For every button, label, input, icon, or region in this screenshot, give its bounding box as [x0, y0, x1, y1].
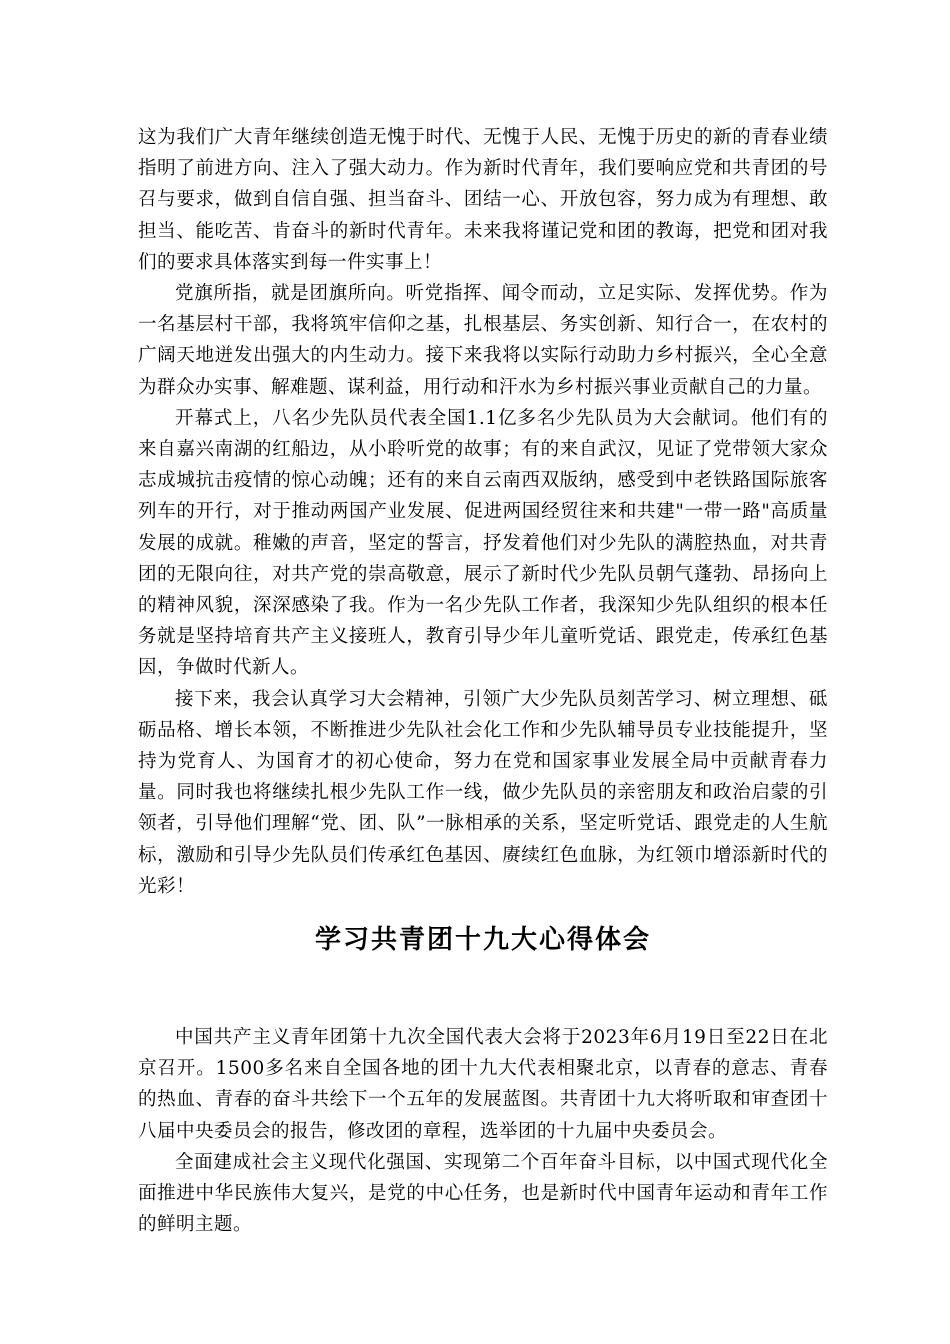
paragraph-1: 这为我们广大青年继续创造无愧于时代、无愧于人民、无愧于历史的新的青春业绩指明了前进方向、注入了强大动力。作为新时代青年，我们要响应党和共青团的号召与要求，做到自信自强、担当奋斗、团结一心、开放包容，努力成为有理想、敢担当、能吃苦、肯奋斗的新时代青年。未来我将谨记党和团的教诲，把党和团对我们的要求具体落实到每一件实事上！: [138, 127, 828, 273]
paragraph-3: 开幕式上，八名少先队员代表全国1.1亿多名少先队员为大会献词。他们有的来自嘉兴南湖的红船边，从小聆听党的故事；有的来自武汉，见证了党带领大家众志成城抗击疫情的惊心动魄；还有的来自云南西双版纳，感受到中老铁路国际旅客列车的开行，对于推动两国产业发展、促进两国经贸往来和共建"一带一路"高质量发展的成就。稚嫩的声音，坚定的誓言，抒发着他们对少先队的满腔热血，对共青团的无限向往，对共产党的崇高敬意，展示了新时代少先队员朝气蓬勃、昂扬向上的精神风貌，深深感染了我。作为一名少先队工作者，我深知少先队组织的根本任务就是坚持培育共产主义接班人，教育引导少年儿童听党话、跟党走，传承红色基因，争做时代新人。: [138, 407, 828, 679]
paragraph-2: 党旗所指，就是团旗所向。听党指挥、闻令而动，立足实际、发挥优势。作为一名基层村干部，我将筑牢信仰之基，扎根基层、务实创新、知行合一，在农村的广阔天地迸发出强大的内生动力。接下来我将以实际行动助力乡村振兴，全心全意为群众办实事、解难题、谋利益，用行动和汗水为乡村振兴事业贡献自己的力量。: [138, 283, 828, 398]
previous-essay-section: [138, 122, 828, 902]
document-page: [138, 122, 828, 1241]
paragraph-4: 接下来，我会认真学习大会精神，引领广大少先队员刻苦学习、树立理想、砥砺品格、增长本领，不断推进少先队社会化工作和少先队辅导员专业技能提升，坚持为党育人、为国育才的初心使命，努力在党和国家事业发展全局中贡献青春力量。同时我也将继续扎根少先队工作一线，做少先队员的亲密朋友和政治启蒙的引领者，引导他们理解“党、团、队”一脉相承的关系，坚定听党话、跟党走的人生航标，激励和引导少先队员们传承红色基因、赓续红色血脉，为红领巾增添新时代的光彩！: [138, 688, 828, 897]
paragraph-6: 全面建成社会主义现代化强国、实现第二个百年奋斗目标，以中国式现代化全面推进中华民族伟大复兴，是党的中心任务，也是新时代中国青年运动和青年工作的鲜明主题。: [138, 1151, 828, 1236]
essay-title: 学习共青团十九大心得体会: [314, 925, 651, 956]
paragraph-5: 中国共产主义青年团第十九次全国代表大会将于2023年6月19日至22日在北京召开。1500多名来自全国各地的团十九大代表相聚北京，以青春的意志、青春的热血、青春的奋斗共绘下一个五年的发展蓝图。共青团十九大将听取和审查团十八届中央委员会的报告，修改团的章程，选举团的十九届中央委员会。: [138, 1027, 828, 1142]
new-essay-section: [138, 1022, 828, 1240]
